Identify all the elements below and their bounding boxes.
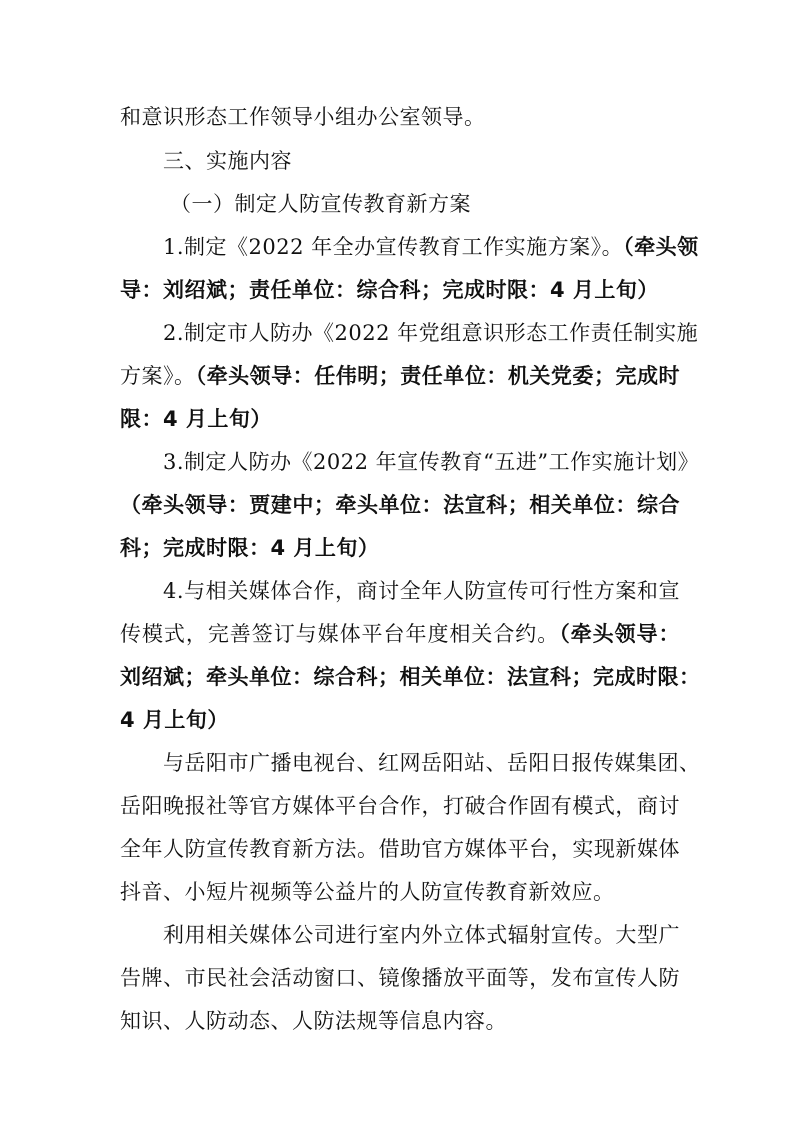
para-3-line-3: 知识、人防动态、人防法规等信息内容。 [120, 1009, 507, 1033]
item-2-line-1: 2.制定市人防办《2022 年党组意识形态工作责任制实施 [163, 321, 699, 345]
para-2-line-1: 与岳阳市广播电视台、红网岳阳站、岳阳日报传媒集团、 [163, 751, 701, 775]
subsection-heading: （一）制定人防宣传教育新方案 [170, 192, 471, 216]
item-3-line-3: 科；完成时限：4 月上旬） [120, 536, 380, 560]
item-2-line-3: 限：4 月上旬） [120, 407, 272, 431]
para-2-line-3: 全年人防宣传教育新方法。借助官方媒体平台，实现新媒体 [120, 837, 680, 861]
para-3-line-1: 利用相关媒体公司进行室内外立体式辐射宣传。大型广 [163, 923, 680, 947]
item-4-line-3: 刘绍斌；牵头单位：综合科；相关单位：法宣科；完成时限： [120, 665, 701, 689]
para-3-line-2: 告牌、市民社会活动窗口、镜像播放平面等，发布宣传人防 [120, 966, 680, 990]
para-line-1: 和意识形态工作领导小组办公室领导。 [120, 105, 486, 129]
para-2-line-4: 抖音、小短片视频等公益片的人防宣传教育新效应。 [120, 880, 615, 904]
item-4-line-1: 4.与相关媒体合作，商讨全年人防宣传可行性方案和宣 [163, 579, 680, 603]
section-heading: 三、实施内容 [163, 149, 292, 173]
item-3-line-1: 3.制定人防办《2022 年宣传教育“五进”工作实施计划》 [163, 450, 700, 474]
item-4-line-2: 传模式，完善签订与媒体平台年度相关合约。（牵头领导： [120, 622, 681, 646]
para-2-line-2: 岳阳晚报社等官方媒体平台合作，打破合作固有模式，商讨 [120, 794, 680, 818]
item-3-line-2: （牵头领导：贾建中；牵头单位：法宣科；相关单位：综合 [120, 493, 680, 517]
item-4-line-4: 4 月上旬） [120, 708, 229, 732]
item-2-line-2: 方案》。（牵头领导：任伟明；责任单位：机关党委；完成时 [120, 364, 680, 388]
item-1-line-1: 1.制定《2022 年全办宣传教育工作实施方案》。（牵头领 [163, 235, 699, 259]
item-1-line-2: 导：刘绍斌；责任单位：综合科；完成时限：4 月上旬） [120, 278, 659, 302]
